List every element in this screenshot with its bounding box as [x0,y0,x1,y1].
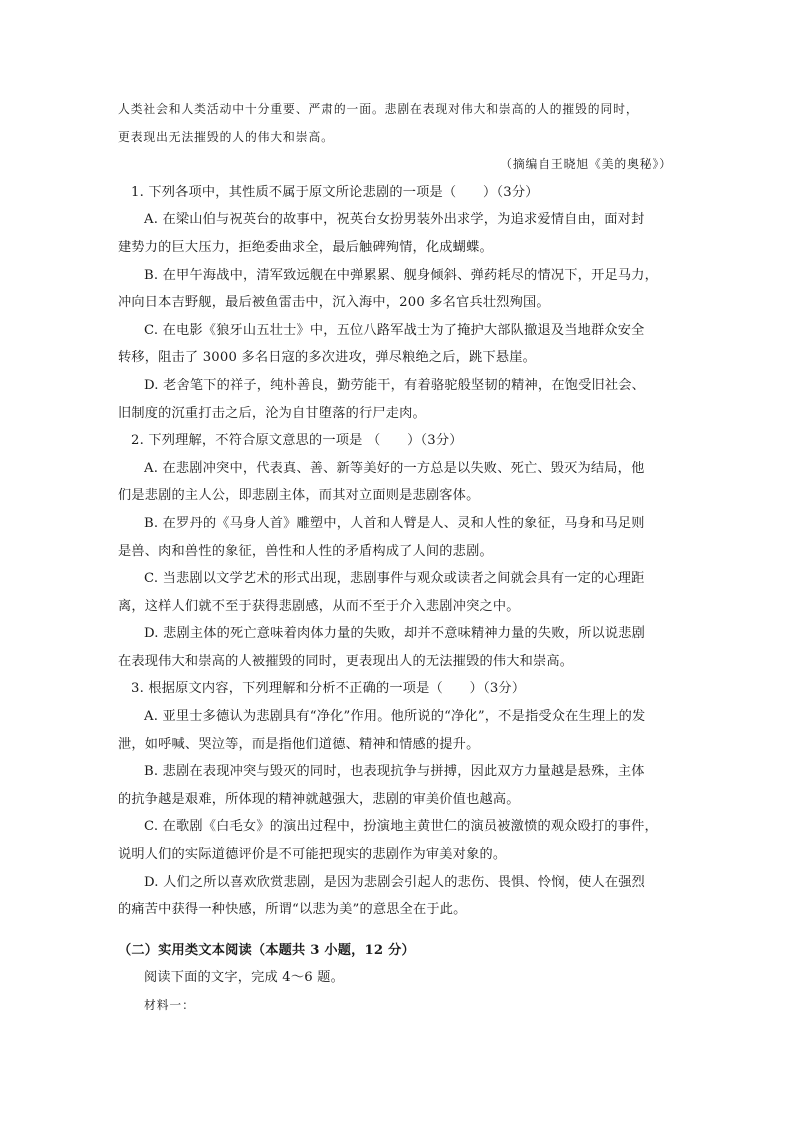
option-line: D. 人们之所以喜欢欣赏悲剧，是因为悲剧会引起人的悲伤、畏惧、怜悯，使人在强烈 [144,874,646,890]
option-line: D. 老舍笔下的祥子，纯朴善良，勤劳能干，有着骆驼般坚韧的精神，在饱受旧社会、 [144,377,646,393]
option-line: C. 在歌剧《白毛女》的演出过程中，扮演地主黄世仁的演员被激愤的观众殴打的事件， [144,819,658,835]
question-stem: 2. 下列理解，不符合原文意思的一项是 （ ）（3分） [131,433,463,449]
question-stem: 1. 下列各项中，其性质不属于原文所论悲剧的一项是（ ）（3分） [131,184,539,200]
option-line: B. 悲剧在表现冲突与毁灭的同时，也表现抗争与拼搏，因此双方力量越是悬殊，主体 [144,764,645,780]
option-b [118,758,674,813]
option-a [118,455,674,510]
option-a [118,206,674,261]
option-a [118,703,674,758]
option-line: A. 在梁山伯与祝英台的故事中，祝英台女扮男装外出求学，为追求爱情自由，面对封 [144,212,645,228]
option-c [118,565,674,620]
option-line: 们是悲剧的主人公，即悲剧主体，而其对立面则是悲剧客体。 [118,488,480,504]
option-line: B. 在罗丹的《马身人首》雕塑中，人首和人臂是人、灵和人性的象征，马身和马足则 [144,515,645,531]
material-label: 材料一： [144,998,195,1012]
option-line: 离，这样人们就不至于获得悲剧感，从而不至于介入悲剧冲突之中。 [118,598,520,614]
option-line: 在表现伟大和崇高的人被摧毁的同时，更表现出人的无法摧毁的伟大和崇高。 [118,653,574,669]
option-line: 旧制度的沉重打击之后，沦为自甘堕落的行尸走肉。 [118,405,426,421]
question-1 [118,179,674,427]
option-line: 建势力的巨大压力，拒绝委曲求全，最后触碑殉情，化成蝴蝶。 [118,239,493,255]
option-b [118,262,674,317]
option-line: B. 在甲午海战中，清军致远舰在中弹累累、舰身倾斜、弹药耗尽的情况下，开足马力， [144,267,659,283]
option-c [118,317,674,372]
option-line: D. 悲剧主体的死亡意味着肉体力量的失败，却并不意味精神力量的失败，所以说悲剧 [144,626,646,642]
section-heading: （二）实用类文本阅读（本题共 3 小题，12 分） [118,942,415,958]
option-line: 的抗争越是艰难，所体现的精神就越强大，悲剧的审美价值也越高。 [118,791,520,807]
option-line: A. 亚里士多德认为悲剧具有“净化”作用。他所说的“净化”，不是指受众在生理上的发 [144,709,646,725]
option-line: A. 在悲剧冲突中，代表真、善、新等美好的一方总是以失败、死亡、毁灭为结局，他 [144,460,645,476]
passage-source: （摘编自王晓旭《美的奥秘》） [500,157,672,172]
option-d [118,869,674,924]
section-2 [118,937,674,1020]
section-instruction: 阅读下面的文字，完成 4～6 题。 [144,970,345,986]
passage-line: 更表现出无法摧毁的人的伟大和崇高。 [118,129,334,144]
question-stem: 3. 根据原文内容，下列理解和分析不正确的一项是（ ）（3分） [131,681,526,697]
option-b [118,510,674,565]
option-line: 的痛苦中获得一种快感，所谓“以悲为美”的意思全在于此。 [118,902,467,918]
option-line: 说明人们的实际道德评价是不可能把现实的悲剧作为审美对象的。 [118,847,507,863]
option-line: C. 在电影《狼牙山五壮士》中，五位八路军战士为了掩护大部队撤退及当地群众安全 [144,322,645,338]
question-2 [118,427,674,675]
option-c [118,813,674,868]
option-d [118,620,674,675]
page-content [118,96,674,1020]
option-line: 冲向日本吉野舰，最后被鱼雷击中，沉入海中，200 多名官兵壮烈殉国。 [118,295,550,311]
option-line: C. 当悲剧以文学艺术的形式出现，悲剧事件与观众或读者之间就会具有一定的心理距 [144,571,645,587]
option-line: 是兽、肉和兽性的象征，兽性和人性的矛盾构成了人间的悲剧。 [118,543,493,559]
option-d [118,372,674,427]
question-3 [118,675,674,923]
option-line: 泄，如呼喊、哭泣等，而是指他们道德、精神和情感的提升。 [118,736,480,752]
option-line: 转移，阻击了 3000 多名日寇的多次进攻，弹尽粮绝之后，跳下悬崖。 [118,350,536,366]
passage-line: 人类社会和人类活动中十分重要、严肃的一面。悲剧在表现对伟大和崇高的人的摧毁的同时， [118,102,639,116]
